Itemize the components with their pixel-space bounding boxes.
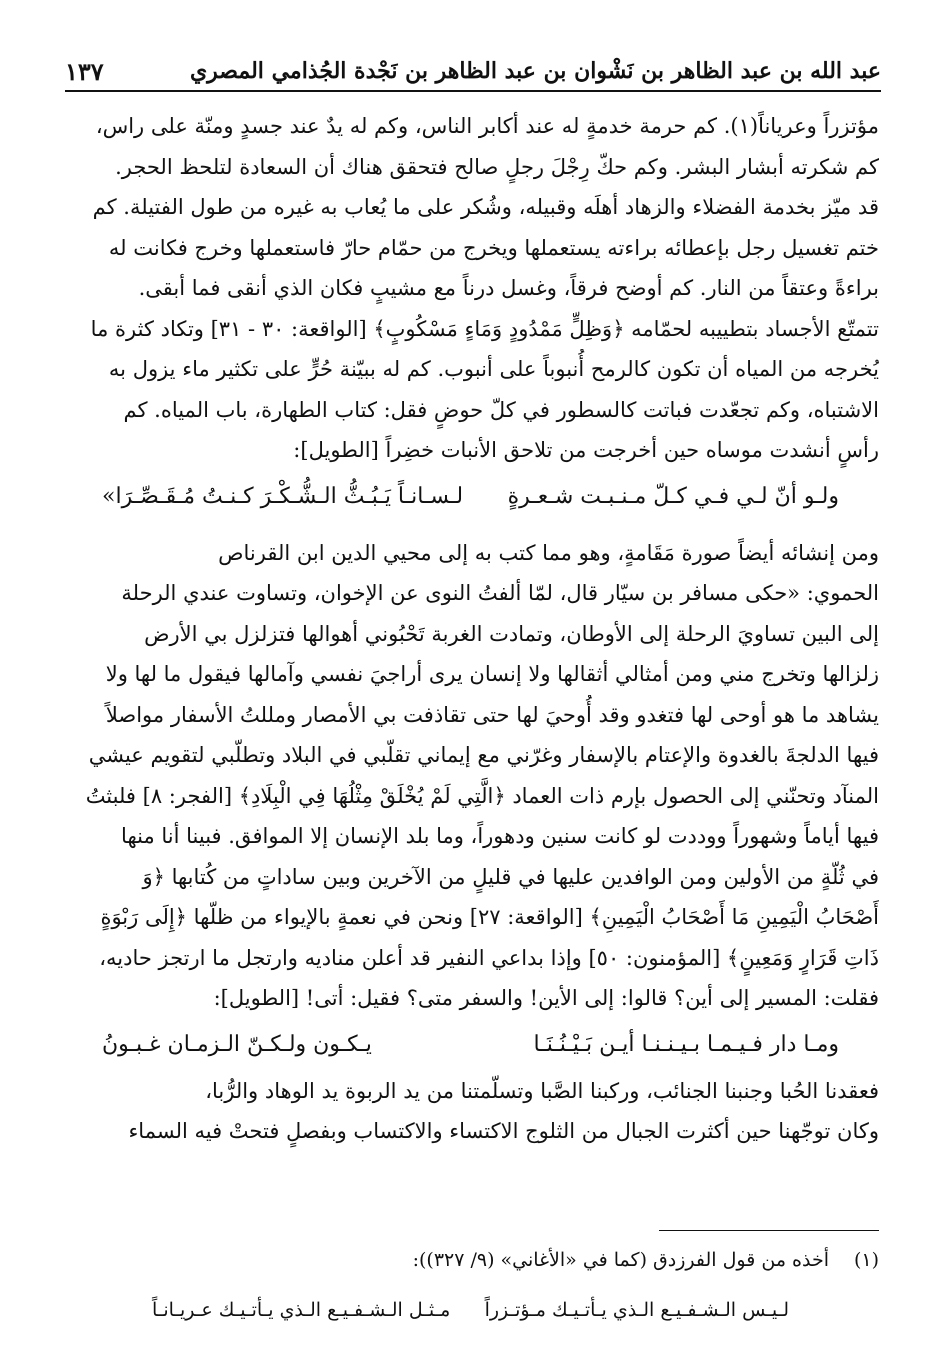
footnote-text: أخذه من قول الفرزدق (كما في «الأغاني» (٩/ ٣٢٧)): <box>412 1249 829 1271</box>
text-line: ختم تغسيل رجل بإعطائه براءته يستعملها ويخرج من حمّام حارّ فاستعملها وخرج فكانت له <box>108 235 879 260</box>
verse-second-hemistich: يـكـون ولـكـنّ الـزمـان غـبـونُ <box>102 1031 372 1057</box>
paragraph <box>62 106 879 471</box>
text-line: فقلت: المسير إلى أين؟ قالوا: إلى الأين! والسفر متى؟ فقيل: أتى! [الطويل]: <box>213 986 879 1010</box>
text-line: يشاهد ما هو أوحى لها فتغدو وقد أُوحيَ لها حتى تقاذفت بي الأمصار ومللتُ الأسفار مواصلاً <box>105 702 879 727</box>
main-text <box>62 106 879 1152</box>
verse-first-hemistich: لـيـس الـشـفـيـع الـذي يـأتـيـك مـؤتـزراً <box>484 1299 789 1321</box>
text-line: تتمتّع الأجساد بتطييبه لحمّامه ﴿وَظِلٍّ مَمْدُودٍ وَمَاءٍ مَسْكُوبٍ﴾ [الواقعة: ٣٠ - ٣١] وتكاد كثرة ما <box>90 316 879 341</box>
verse-first-hemistich: ولـو أنّ لـي فـي كـلّ مـنـبـت شـعـرةٍ <box>507 483 839 509</box>
text-line: براءةً وعتقاً من النار. كم أوضح فرقاً، وغسل درناً مع مشيبٍ فكان الذي أنقى فما أبقى. <box>138 276 879 300</box>
text-line: رأسٍ أنشدت موساه حين أخرجت من تلاحق الأنبات خضِراً [الطويل]: <box>293 438 879 462</box>
text-line: فعقدنا الحُبا وجنبنا الجنائب، وركبنا الصَّبا وتسلّمتنا من يد الربوة يد الوهاد والرُّبا، <box>205 1078 879 1103</box>
text-line: المنآد وتحنّني إلى الحصول بإرم ذات العماد ﴿الَّتِي لَمْ يُخْلَقْ مِثْلُهَا فِي الْبِلَادِ﴾ [الفجر: ٨] فلبثتُ <box>85 783 879 808</box>
footnotes <box>62 1242 879 1332</box>
text-line: ومن إنشائه أيضاً صورة مَقَامةٍ، وهو مما كتب به إلى محيي الدين ابن القرناص <box>218 540 879 565</box>
text-line: الاشتباه، وكم تجعّدت فباتت كالسطور في كلّ حوضٍ فقل: كتاب الطهارة، باب المياه. كم <box>123 397 879 422</box>
footnote-separator <box>659 1230 879 1231</box>
verse-first-hemistich: ومـا دار فـيـمـا بـيـنـنـا أيـن بَـيْـنُـنَـا <box>533 1031 839 1057</box>
text-line: ذَاتِ قَرَارٍ وَمَعِينٍ﴾ [المؤمنون: ٥٠] وإذا بداعي النفير قد أعلن مناديه وارتجل ما ارتجز حاديه، <box>99 945 879 970</box>
poem-verse <box>62 471 879 523</box>
text-line: فيها أياماً وشهوراً ووددت لو كانت سنين ودهوراً، وما بلد الإنسان إلا الموافق. فبينا أنا منها <box>121 824 879 848</box>
running-head: عبد الله بن عبد الظاهر بن نَشْوان بن عبد الظاهر بن نَجْدة الجُذامي المصري <box>189 58 881 84</box>
text-line: مؤتزراً وعرياناً(١). كم حرمة خدمةٍ له عند أكابر الناس، وكم له يدٌ عند جسدٍ ومنّة على راس، <box>95 114 879 138</box>
verse-second-hemistich: مـثـل الـشـفـيـع الـذي يـأتـيـك عـريـانـاً <box>152 1299 451 1321</box>
text-line: زلزالها وتخرج مني ومن أمثالي أثقالها ولا إنسان يرى أراجيَ نفسي وآمالها فيقول ما لها ولا <box>105 662 879 686</box>
footnote <box>62 1242 879 1278</box>
page-header <box>65 52 881 92</box>
text-line: وكان توجّهنا حين أكثرت الجبال من الثلوج الاكتساء والاكتساب وبفصلٍ فتحتْ فيه السماء <box>128 1119 879 1143</box>
verse-second-hemistich: لـسـانـاً يَـبُـثُّ الـشُّـكْـرَ كـنـتُ مُـقَـصِّـرَا» <box>102 483 464 509</box>
footnote-marker: (١) <box>853 1249 879 1271</box>
text-line: في ثُلّةٍ من الأولين ومن الوافدين عليها في قليلٍ من الآخرين وبين ساداتٍ من كُتابها ﴿وَ <box>142 864 879 889</box>
text-line: أَصْحَابُ الْيَمِينِ مَا أَصْحَابُ الْيَمِينِ﴾ [الواقعة: ٢٧] ونحن في نعمةٍ بالإيواء من ظلّها ﴿إِلَى رَبْوَةٍ <box>100 905 879 929</box>
page-number: ١٣٧ <box>65 56 104 86</box>
text-line: كم شكرته أبشار البشر. وكم حكّ رِجْلَ رجلٍ صالح فتحقق هناك أن السعادة لتلحظ الحجر. <box>115 154 879 179</box>
paragraph <box>62 533 879 1019</box>
text-line: فيها الدلجةَ بالغدوة والإعتام بالإسفار وغرّني مع إيماني تقلّبي في البلاد وتطلّبي لتقويم عيشي <box>88 743 879 767</box>
text-line: قد ميّز بخدمة الفضلاء والزهاد أهلَه وقبيله، وشُكر على ما يُعاب به غيره من طول الفتيلة. كم <box>92 195 879 219</box>
text-line: يُخرجه من المياه أن تكون كالرمح أُنبوباً على أنبوب. كم له ببيّنة حُرٍّ على تكثير ماء يزول به <box>108 357 879 381</box>
paragraph <box>62 1071 879 1152</box>
text-line: الحموي: «حكى مسافر بن سيّار قال، لمّا ألفتُ النوى عن الإخوان، وتساوت عندي الرحلة <box>121 581 879 605</box>
footnote-verse <box>62 1288 879 1332</box>
text-line: إلى البين تساويَ الرحلة إلى الأوطان، وتمادت الغربة تَحْبُوني أهوالها فتزلزل بي الأرض <box>144 621 879 646</box>
poem-verse <box>62 1019 879 1071</box>
